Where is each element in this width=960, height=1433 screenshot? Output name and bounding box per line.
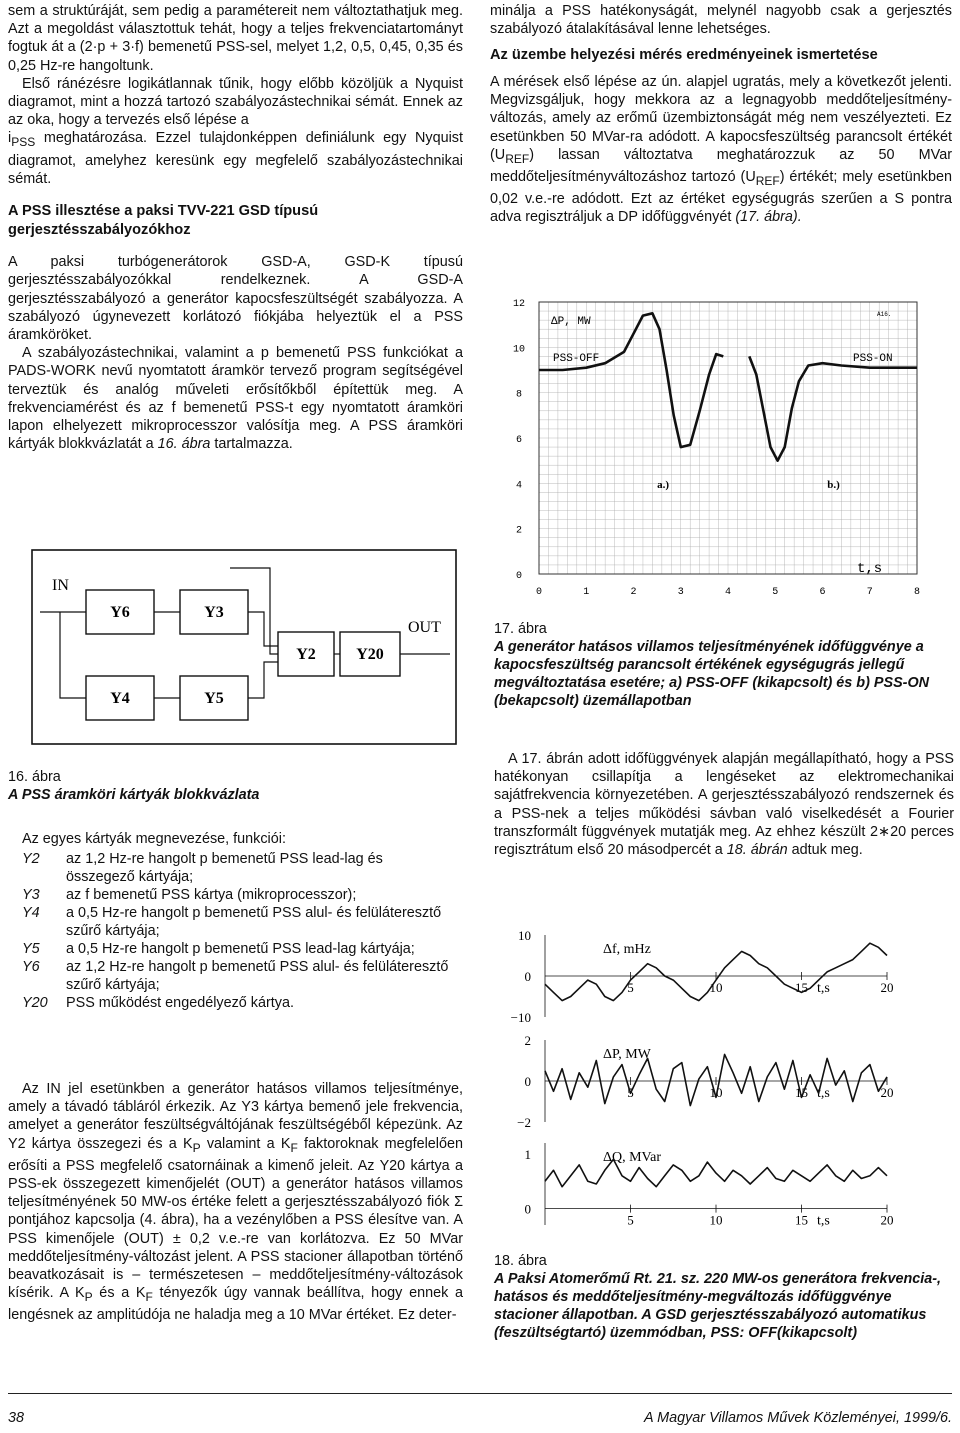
paragraph: sem a struktúráját, sem pedig a paramétereit nem változtathatjuk meg. Azt a megoldást választottuk tehát, hogy a teljes frekvenciatartományt fogtuk át a (2·p + 3·f) bemenetű PSS-sel, melyet 1,2, 0,5, 0,45, 0,35 és 0,25 Hz-re hangoltunk. bbox=[8, 3, 463, 74]
paragraph bbox=[8, 1080, 463, 1324]
y-axis-label: ΔP, MW bbox=[551, 316, 591, 328]
block-diagram bbox=[30, 548, 460, 748]
cards-list bbox=[22, 830, 454, 1012]
y-tick-label: 12 bbox=[512, 299, 526, 310]
text: valamint a K bbox=[200, 1135, 291, 1152]
annotation: PSS-ON bbox=[853, 352, 893, 365]
fig16-caption bbox=[8, 768, 448, 804]
subscript: P bbox=[84, 1289, 93, 1304]
x-tick-label: 20 bbox=[880, 1212, 894, 1228]
page-number: 38 bbox=[8, 1410, 25, 1426]
card-description: PSS működést engedélyező kártya. bbox=[66, 995, 294, 1011]
subscript: P bbox=[192, 1140, 201, 1155]
diagram-wires bbox=[40, 568, 450, 698]
card-item bbox=[22, 850, 454, 886]
x-tick-label: 3 bbox=[677, 587, 684, 598]
series-line bbox=[545, 1159, 887, 1186]
text: ) értékét; mely esetünkben 0,02 v.e.-re adódott. Ezt az értéket egységugrás szerűen a S pontra adva regisztráljuk a DP időfüggvényét bbox=[490, 168, 953, 226]
card-item bbox=[22, 886, 454, 904]
y-tick-label: −2 bbox=[517, 1115, 531, 1130]
x-tick-label: 5 bbox=[627, 1212, 634, 1228]
card-code: Y6 bbox=[22, 959, 40, 975]
x-tick-label: 20 bbox=[880, 980, 894, 995]
card-item bbox=[22, 958, 454, 994]
section-heading: Az üzembe helyezési mérés eredményeinek ismertetése bbox=[490, 47, 878, 64]
cards-items bbox=[22, 850, 454, 1012]
card-description: a 0,5 Hz-re hangolt p bemenetű PSS lead-lag kártyája; bbox=[66, 941, 415, 957]
paragraph bbox=[8, 344, 463, 453]
text: Az IN jel esetünkben a generátor hatásos villamos teljesítménye, amely a távadó tábláról érkezik. Az Y3 kártya bemenő jele frekvencia, amelyet a generátor feszültségváltójának feszültségéből képezünk. Az Y2 kártya összegezi és a K bbox=[8, 1081, 463, 1152]
x-tick-label: 1 bbox=[583, 587, 590, 598]
block-label: Y6 bbox=[110, 604, 130, 621]
paragraph-text: Első ránézésre logikátlannak tűnik, hogy előbb közöljük a Nyquist diagramot, mint a hozzá tartozó szabályozástechnikai sémát. Ennek az az oka, hogy a tervezés első lépése a bbox=[8, 75, 463, 129]
annotation: a.) bbox=[657, 478, 670, 491]
x-tick-label: 5 bbox=[627, 980, 634, 995]
y-tick-label: 8 bbox=[515, 389, 523, 401]
x-axis-label: t,s bbox=[817, 981, 830, 996]
card-description: a 0,5 Hz-re hangolt p bemenetű PSS alul- és felüláteresztő szűrő kártyája; bbox=[66, 905, 442, 939]
left-column bbox=[8, 2, 463, 453]
figure-ref: (17. ábra). bbox=[735, 209, 802, 226]
x-tick-label: 15 bbox=[795, 1212, 808, 1228]
x-tick-label: 15 bbox=[795, 980, 808, 995]
cards-intro: Az egyes kártyák megnevezése, funkciói: bbox=[22, 831, 286, 847]
figure-number: 17. ábra bbox=[494, 621, 547, 637]
x-tick-label: 8 bbox=[913, 587, 921, 598]
text: tényezők úgy vannak beállítva, hogy ennek a lengésnek az amplitúdója ne haladja meg a 10 MVar értéket. Ez deter- bbox=[8, 1285, 463, 1324]
annotation: PSS-OFF bbox=[553, 352, 600, 365]
series-line bbox=[539, 313, 723, 447]
y-tick-label: 1 bbox=[524, 1146, 531, 1162]
y-tick-label: 4 bbox=[515, 480, 523, 492]
card-description: az 1,2 Hz-re hangolt p bemenetű PSS alul- és felüláteresztő szűrő kártyája; bbox=[66, 959, 449, 993]
card-code: Y5 bbox=[22, 941, 40, 957]
corner-tag: A16. bbox=[877, 311, 892, 318]
fig18-chart bbox=[505, 925, 945, 1245]
x-axis-label: t,s bbox=[817, 1213, 830, 1229]
y-tick-label: 0 bbox=[515, 571, 523, 582]
fig18-caption bbox=[494, 1252, 954, 1342]
figure-title: A generátor hatásos villamos teljesítményének időfüggvénye a kapocsfeszültség parancsolt értékének egységugrás jellegű megváltoztatása esetére; a) PSS-OFF (kikapcsolt) és b) PSS-ON (bekapcsolt) üzemállapotban bbox=[494, 639, 930, 709]
x-tick-label: 20 bbox=[880, 1085, 894, 1100]
text: A mérések első lépése az ún. alapjel ugratás, mely a következőt jelenti. Megvizsgáljuk, hogy mekkora az a legnagyobb meddőteljesítmény-változás, amely az erőmű üzembiztonságát még nem veszélyezteti. Ez esetünkben 50 MVar-ra adódott. A kapocsfeszültség parancsolt értékét (U bbox=[490, 74, 952, 163]
paragraph-text: meghatározása. Ezzel tulajdonképpen definiálunk egy Nyquist diagramot, amelyhez keresünk egy megfelelő szabályozástechnikai sémát. bbox=[8, 130, 463, 187]
x-tick-label: 6 bbox=[819, 587, 826, 598]
block-label: Y3 bbox=[204, 604, 224, 621]
y-tick-label: 10 bbox=[518, 928, 531, 943]
text: ) lassan változtatva meghatározzuk az 50 MVar meddőteljesítményváltozáshoz tartozó (U bbox=[490, 146, 952, 185]
y-tick-label: −10 bbox=[510, 1010, 531, 1025]
x-axis-label: t,s bbox=[857, 561, 883, 577]
fig17-chart bbox=[505, 292, 945, 610]
block-label: Y20 bbox=[356, 646, 384, 663]
paragraph: A paksi turbógenerátorok GSD-A, GSD-K típusú gerjesztésszabályozókkal rendelkeznek. A GSD-A gerjesztésszabályozó a generátor kapocsfeszültségét szabályozza. A szabályozó úgynevezett korlátozó fiókjába helyeztük el a PSS áramköröket. bbox=[8, 254, 463, 343]
figure-title: A Paksi Atomerőmű Rt. 21. sz. 220 MW-os generátora frekvencia-, hatásos és meddőteljesítmény-megváltozás időfüggvénye stacioner állapotban. A GSD gerjesztésszabályozó automatikus (feszültségtartó) üzemmódban, PSS: OFF(kikapcsolt) bbox=[494, 1271, 942, 1341]
x-tick-label: 5 bbox=[772, 587, 779, 598]
fig17-caption bbox=[494, 620, 954, 710]
text: A 17. ábrán adott időfüggvények alapján megállapítható, hogy a PSS hatékonyan csillapítja a lengéseket az elektromechanikai sajátfrekvencia környezetében. A gerjesztésszabályozó rendszernek és a PSS-nek a teljes működési sávban való viselkedését a Fourier transzformált függvények mutatják meg. Az ehhez készült 2∗20 perces regisztrátum első 20 másodpercét a bbox=[494, 751, 954, 859]
paragraph bbox=[490, 73, 952, 226]
x-tick-label: 4 bbox=[724, 587, 732, 598]
paragraph: minálja a PSS hatékonyságát, melynél nagyobb csak a gerjesztés szabályozó átalakításával lenne lehetséges. bbox=[490, 3, 952, 38]
x-tick-label: 5 bbox=[627, 1085, 634, 1100]
in-label: IN bbox=[52, 577, 69, 594]
symbol-sub: PSS bbox=[11, 135, 36, 150]
annotation: b.) bbox=[827, 478, 840, 491]
x-tick-label: 15 bbox=[795, 1085, 808, 1100]
x-tick-label: 7 bbox=[866, 587, 873, 598]
text: adtuk meg. bbox=[787, 842, 863, 859]
y-tick-label: 0 bbox=[524, 969, 531, 984]
paragraph bbox=[8, 75, 463, 188]
x-tick-label: 2 bbox=[630, 587, 637, 598]
y-axis-label: ΔQ, MVar bbox=[603, 1150, 661, 1165]
journal-name: A Magyar Villamos Művek Közleményei, 1999/6. bbox=[644, 1410, 952, 1426]
paragraph bbox=[494, 750, 954, 859]
y-tick-label: 10 bbox=[512, 344, 526, 356]
figure-ref: 18. ábrán bbox=[726, 842, 788, 859]
block-label: Y2 bbox=[296, 646, 316, 663]
card-code: Y20 bbox=[22, 995, 48, 1011]
y-tick-label: 6 bbox=[515, 435, 523, 446]
card-description: az f bemenetű PSS kártya (mikroprocesszor); bbox=[66, 887, 357, 903]
diagram-frame bbox=[32, 550, 456, 744]
card-item bbox=[22, 904, 454, 940]
series-line bbox=[749, 356, 917, 460]
subscript: F bbox=[145, 1289, 153, 1304]
card-item bbox=[22, 994, 454, 1012]
right-column bbox=[490, 2, 952, 226]
y-tick-label: 0 bbox=[524, 1201, 531, 1217]
figure-number: 18. ábra bbox=[494, 1253, 547, 1269]
text: és a K bbox=[92, 1285, 146, 1302]
card-code: Y4 bbox=[22, 905, 40, 921]
block-label: Y5 bbox=[204, 690, 224, 707]
subscript: F bbox=[290, 1140, 298, 1155]
block-label: Y4 bbox=[110, 690, 130, 707]
footer-rule bbox=[8, 1393, 952, 1394]
x-tick-label: 10 bbox=[709, 1212, 723, 1228]
card-code: Y2 bbox=[22, 851, 40, 867]
symbol-i: i bbox=[8, 130, 12, 147]
card-item bbox=[22, 940, 454, 958]
paragraph-in-signal bbox=[8, 1080, 463, 1324]
text: faktoroknak megfelelően erősíti a PSS megfelelő csatornáinak a kimenő jeleit. Az Y20 kártya a PSS-ek összegezett kimenőjelét (OUT) a generátor hatásos villamos teljesítményének 50 MW-os értéke felett a gerjesztésszabályozó fiók Σ pontjához kapcsolja (4. ábra), ha a vezénylőben a PSS élesítve van. A PSS kimenőjele (OUT) ± 0,2 v.e.-re van korlátozva. Ez 50 MVar meddőteljesítmény-változást jelent. A PSS stacioner állapotban történő beavatkozásait is – természetesen – meddőteljesítmény-változások kísérik. A K bbox=[8, 1135, 464, 1302]
figure-title: A PSS áramköri kártyák blokkvázlata bbox=[8, 787, 260, 803]
ipss-symbol bbox=[8, 130, 36, 150]
subscript: REF bbox=[755, 173, 780, 188]
y-tick-label: 0 bbox=[524, 1074, 531, 1089]
x-tick-label: 0 bbox=[535, 587, 543, 598]
x-axis-label: t,s bbox=[817, 1086, 830, 1101]
x-tick-label: 10 bbox=[709, 1085, 723, 1100]
figure-number: 16. ábra bbox=[8, 769, 61, 785]
y-tick-label: 2 bbox=[524, 1033, 531, 1048]
subscript: REF bbox=[505, 151, 530, 166]
y-axis-label: Δf, mHz bbox=[603, 942, 651, 957]
card-code: Y3 bbox=[22, 887, 40, 903]
paragraph-text: A szabályozástechnikai, valamint a p bemenetű PSS funkciókat a PADS-WORK nevű nyomtatott áramkör tervező program segítségével terveztük és analóg műveleti erősítőkből építettük meg. A frekvenciamérést és az f bemenetű PSS-t egy nyomtatott áramköri lapon elhelyezett mikroprocesszor valósítja meg. A PSS áramköri kártyák blokkvázlatát a bbox=[8, 345, 463, 453]
y-axis-label: ΔP, MW bbox=[603, 1047, 651, 1062]
x-tick-label: 10 bbox=[709, 980, 723, 995]
section-heading: A PSS illesztése a paksi TVV-221 GSD típusú gerjesztésszabályozókhoz bbox=[8, 202, 319, 238]
card-description: az 1,2 Hz-re hangolt p bemenetű PSS lead-lag és összegező kártyája; bbox=[66, 851, 383, 885]
figure-ref: 16. ábra bbox=[157, 436, 211, 453]
paragraph-text: tartalmazza. bbox=[210, 436, 293, 453]
out-label: OUT bbox=[408, 619, 441, 636]
paragraph-17-analysis bbox=[494, 750, 954, 859]
y-tick-label: 2 bbox=[515, 525, 523, 537]
